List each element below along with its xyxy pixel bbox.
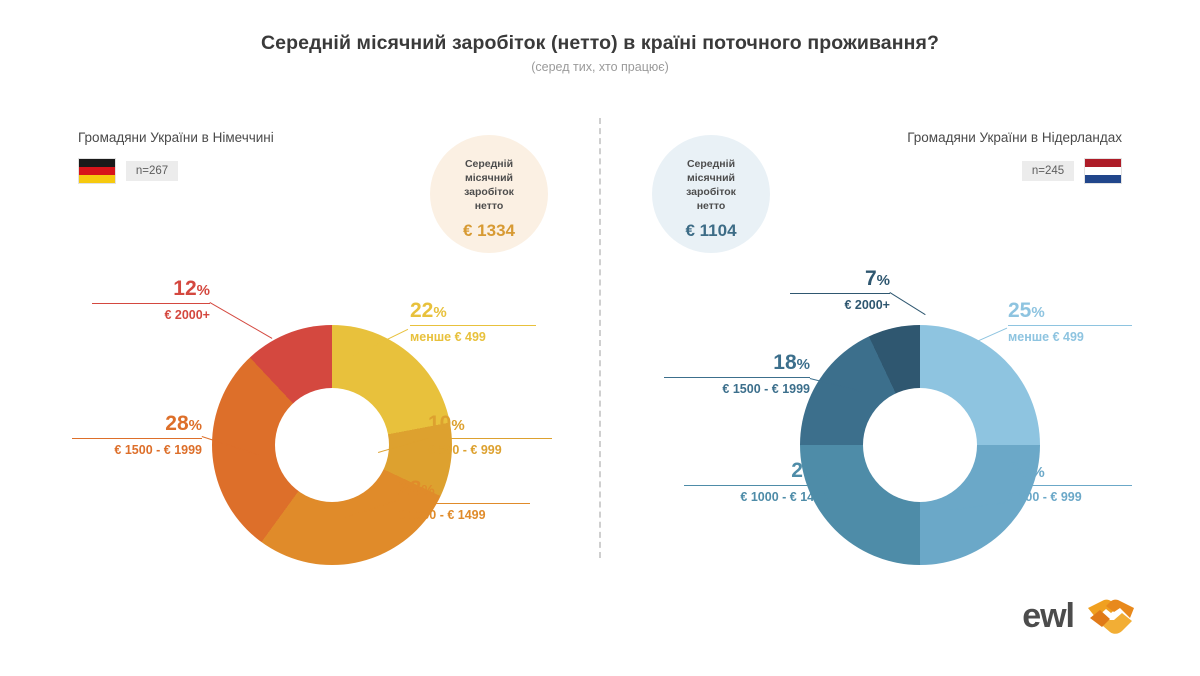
flag-germany-icon	[78, 158, 116, 184]
leader-line	[889, 292, 925, 315]
handshake-icon	[1084, 594, 1138, 638]
pct-symbol: %	[1031, 304, 1045, 321]
pct-value: 22	[410, 299, 434, 322]
page-subtitle: (серед тих, хто працює)	[531, 60, 669, 74]
pct-symbol: %	[188, 417, 202, 434]
range-label: € 1500 - € 1999	[114, 443, 202, 457]
range-label: менше € 499	[410, 330, 486, 344]
avg-label-line3: заробіток	[464, 186, 514, 198]
range-label: € 1000 - € 1499	[740, 490, 828, 504]
avg-label-line2: місячний	[465, 172, 513, 184]
callout-right-1000-1499	[684, 460, 828, 505]
pct-symbol: %	[196, 282, 210, 299]
donut-chart-netherlands	[800, 325, 1040, 565]
range-label: € 2000+	[844, 298, 890, 312]
pct-symbol: %	[433, 304, 447, 321]
callout-left-500-999	[428, 413, 552, 458]
brand-logo	[1022, 594, 1138, 638]
sample-size-germany: n=267	[126, 161, 178, 181]
callout-left-under499	[410, 300, 536, 345]
range-label: € 1500 - € 1999	[722, 382, 810, 396]
callout-left-2000plus	[92, 278, 210, 323]
donut-chart-germany	[212, 325, 452, 565]
avg-label-line1: Середній	[686, 158, 736, 170]
pct-value: 25	[1008, 299, 1032, 322]
logo-text: ewl	[1022, 596, 1074, 635]
avg-value-netherlands: € 1104	[685, 221, 737, 240]
pct-symbol: %	[796, 356, 810, 373]
pct-symbol: %	[876, 272, 890, 289]
donut-hole	[863, 388, 977, 502]
callout-right-1500-1999	[664, 352, 810, 397]
leader-line	[210, 302, 273, 339]
range-label: € 500 - € 999	[1008, 490, 1082, 504]
average-salary-badge-netherlands	[652, 135, 770, 253]
pct-symbol: %	[1031, 464, 1045, 481]
panel-heading-netherlands: Громадяни України в Нідерландах	[907, 130, 1122, 145]
donut-hole	[275, 388, 389, 502]
panel-divider	[599, 118, 601, 558]
pct-symbol: %	[814, 464, 828, 481]
pct-value: 28	[165, 412, 189, 435]
callout-right-2000plus	[790, 268, 890, 313]
range-label: € 1000 - € 1499	[398, 508, 486, 522]
avg-label-line1: Середній	[464, 158, 514, 170]
range-label: менше € 499	[1008, 330, 1084, 344]
panel-heading-germany: Громадяни України в Німеччині	[78, 130, 274, 145]
avg-label-line4: нетто	[696, 200, 726, 212]
pct-value: 25	[791, 459, 815, 482]
callout-right-under499	[1008, 300, 1132, 345]
pct-symbol: %	[421, 482, 435, 499]
avg-label-line2: місячний	[687, 172, 735, 184]
pct-value: 12	[173, 277, 197, 300]
avg-label-line4: нетто	[474, 200, 504, 212]
range-label: € 2000+	[164, 308, 210, 322]
pct-value: 10	[428, 412, 452, 435]
avg-value-germany: € 1334	[463, 221, 515, 240]
average-salary-badge-germany	[430, 135, 548, 253]
pct-value: 28	[398, 477, 422, 500]
page-title: Середній місячний заробіток (нетто) в країні поточного проживання?	[260, 32, 940, 54]
range-label: € 500 - € 999	[428, 443, 502, 457]
callout-left-1000-1499	[398, 478, 530, 523]
pct-value: 25	[1008, 459, 1032, 482]
flag-netherlands-icon	[1084, 158, 1122, 184]
avg-label-line3: заробіток	[686, 186, 736, 198]
pct-symbol: %	[451, 417, 465, 434]
sample-size-netherlands: n=245	[1022, 161, 1074, 181]
pct-value: 18	[773, 351, 797, 374]
callout-left-1500-1999	[72, 413, 202, 458]
callout-right-500-999	[1008, 460, 1132, 505]
pct-value: 7	[864, 267, 877, 290]
